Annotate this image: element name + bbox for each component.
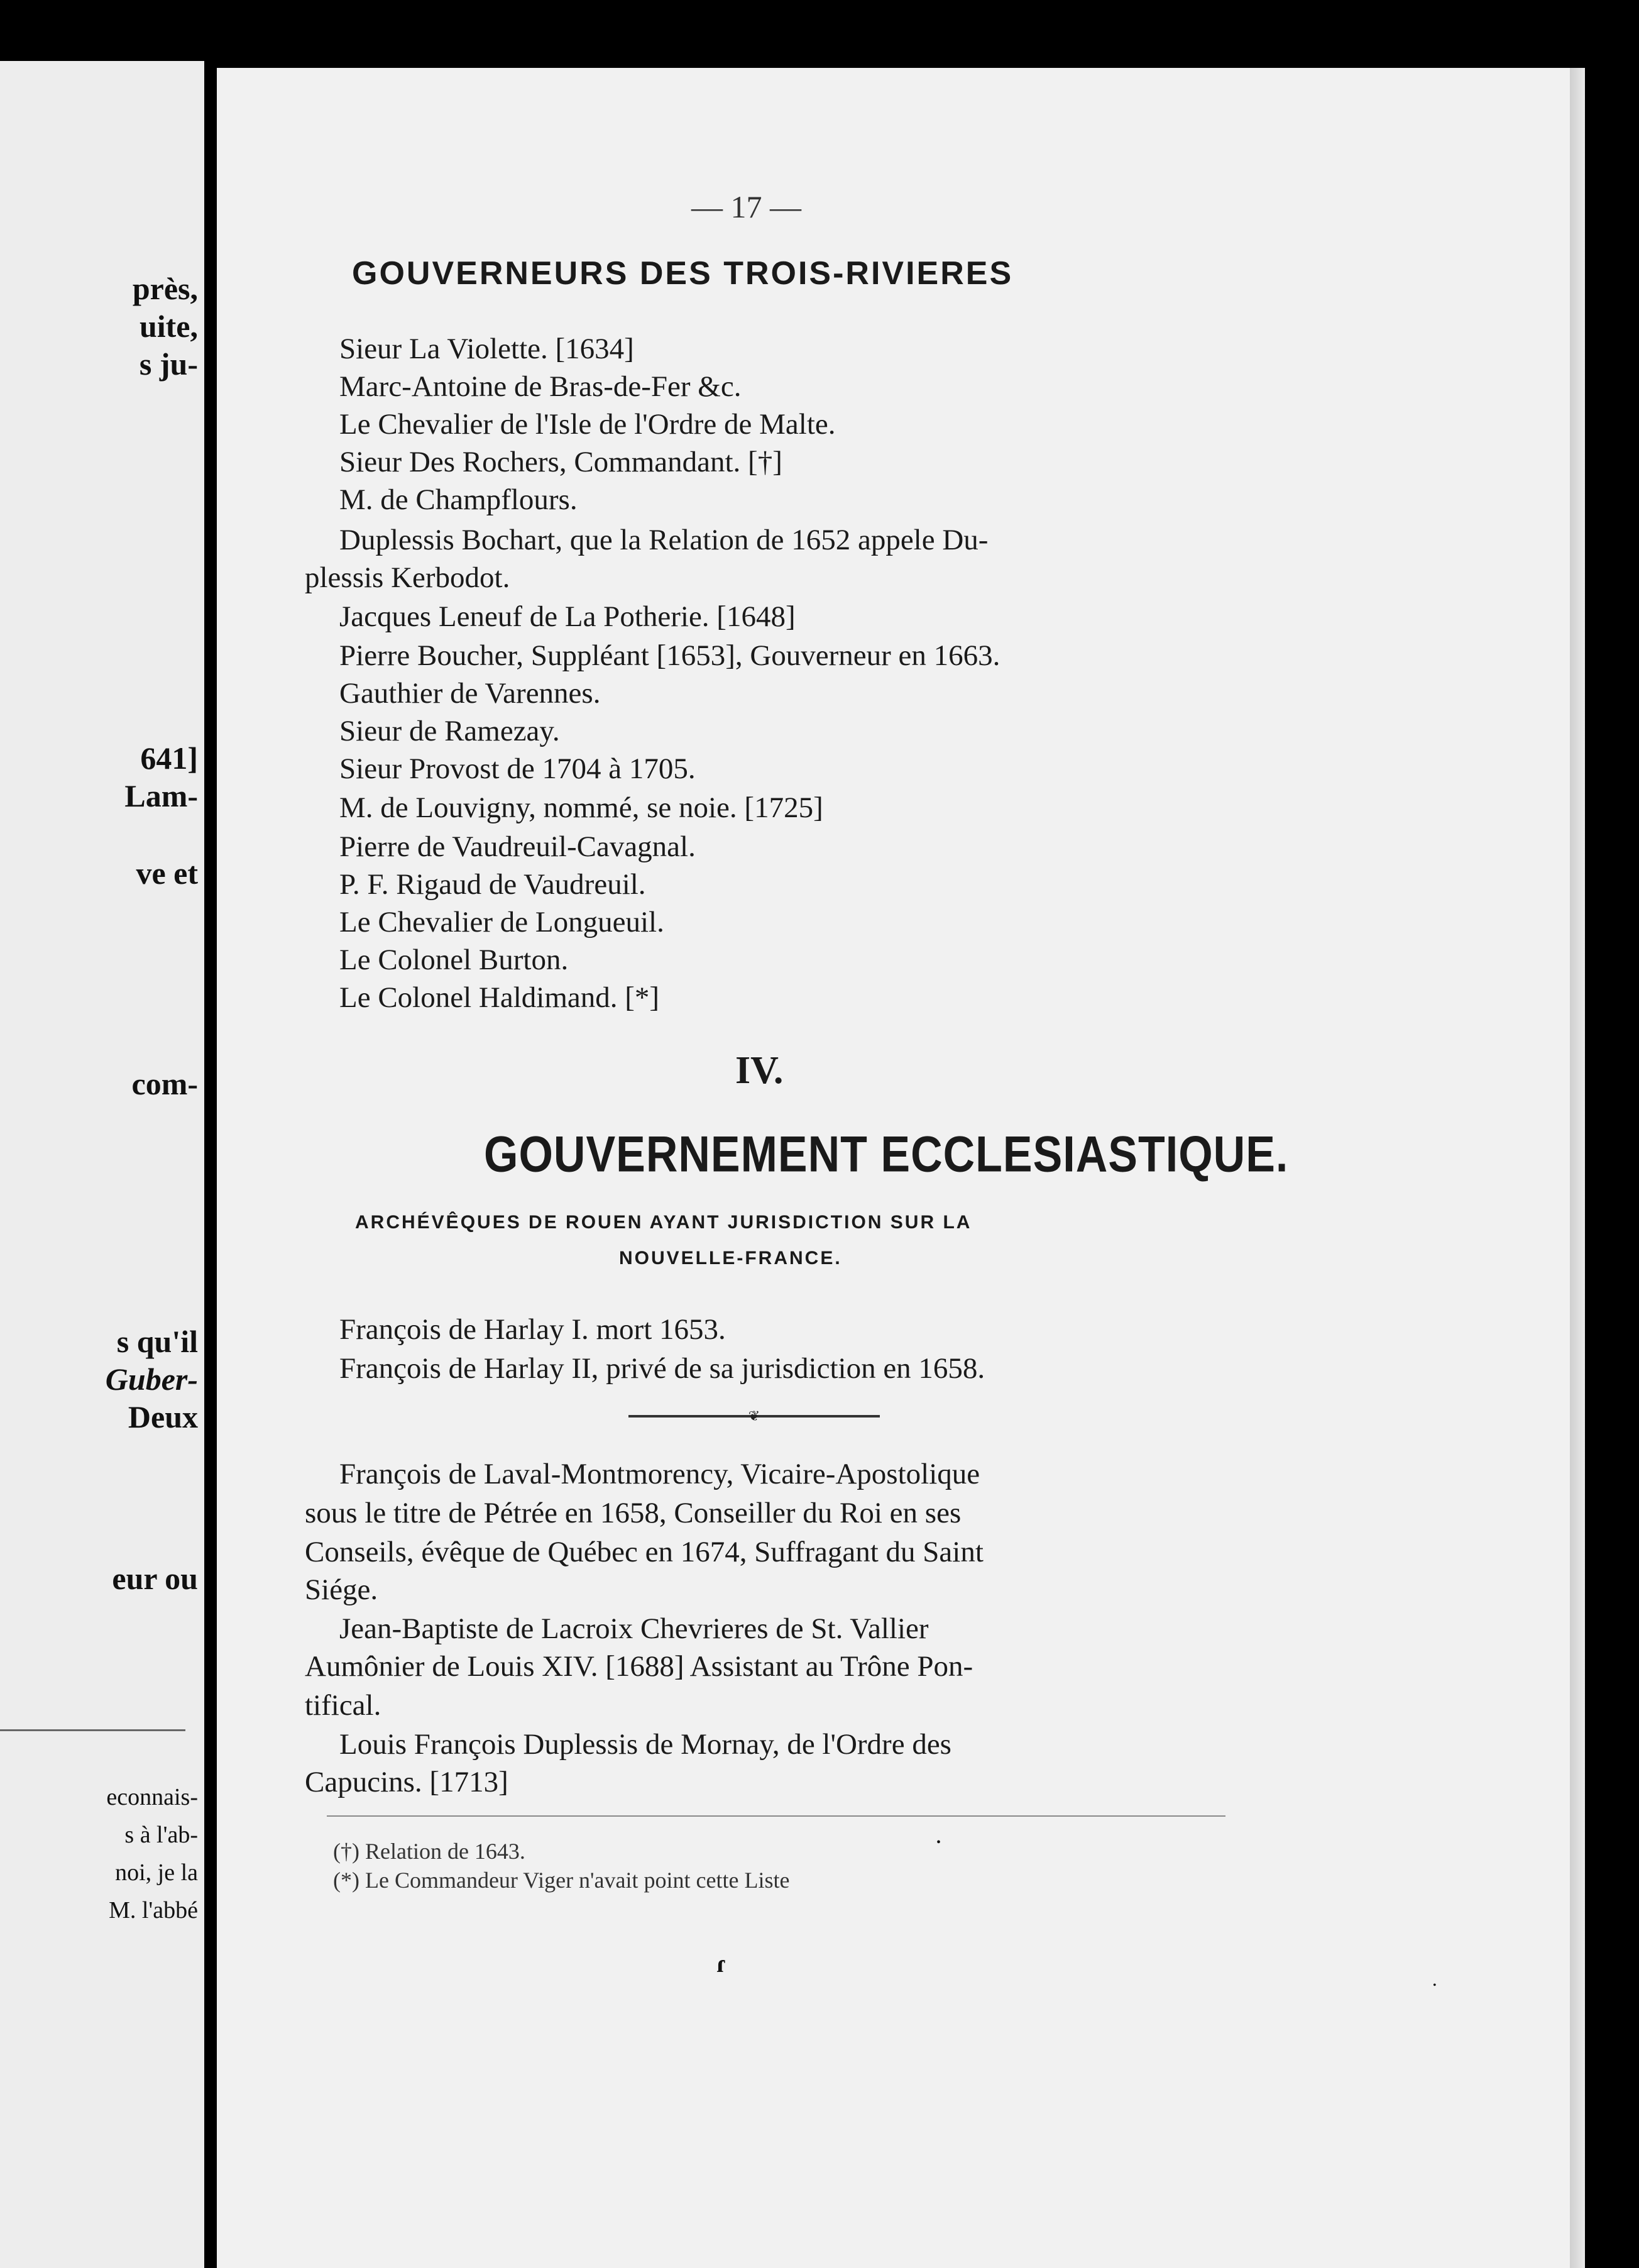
ornamental-divider: ❦ <box>628 1410 880 1423</box>
bishop-line: Jean-Baptiste de Lacroix Chevrieres de St. Vallier <box>339 1612 929 1645</box>
ink-mark: ɾ <box>716 1949 727 1978</box>
section-heading-trois-rivieres: GOUVERNEURS DES TROIS-RIVIERES <box>352 255 1014 292</box>
governor-line: Sieur La Violette. [1634] <box>339 333 634 365</box>
left-text-fragment: ve et <box>136 856 198 891</box>
bishop-line: tifical. <box>305 1689 381 1722</box>
governor-line: Duplessis Bochart, que la Relation de 1652 appele Du- <box>339 524 989 556</box>
governor-line: Le Colonel Haldimand. [*] <box>339 981 660 1014</box>
left-footnote-fragment: econnais- <box>106 1784 198 1810</box>
governor-line: P. F. Rigaud de Vaudreuil. <box>339 868 646 901</box>
left-text-fragment: s ju- <box>139 346 198 382</box>
left-footnote-fragment: M. l'abbé <box>109 1897 198 1924</box>
left-footnote-fragment: noi, je la <box>115 1859 198 1886</box>
section-number: IV. <box>735 1049 784 1092</box>
left-text-fragment: 641] <box>140 740 198 776</box>
governor-line: Sieur de Ramezay. <box>339 715 560 747</box>
left-text-fragment: près, <box>132 271 198 306</box>
left-text-fragment: eur ou <box>112 1561 198 1596</box>
subheading-line-2: NOUVELLE-FRANCE. <box>619 1248 842 1269</box>
page-edge <box>1570 68 1585 2268</box>
left-text-fragment: Guber- <box>105 1362 198 1397</box>
left-footnote-fragment: s à l'ab- <box>124 1822 198 1848</box>
footnote: (*) Le Commandeur Viger n'avait point cette Liste <box>333 1868 790 1893</box>
governor-line: Sieur Des Rochers, Commandant. [†] <box>339 446 782 478</box>
bishop-line: Louis François Duplessis de Mornay, de l'Ordre des <box>339 1728 951 1761</box>
governor-line: Marc-Antoine de Bras-de-Fer &c. <box>339 370 742 403</box>
governor-line: Pierre de Vaudreuil-Cavagnal. <box>339 830 696 863</box>
left-text-fragment: Deux <box>128 1399 198 1434</box>
bishop-line: Siége. <box>305 1573 378 1606</box>
section-heading-ecclesiastique: GOUVERNEMENT ECCLESIASTIQUE. <box>484 1126 1289 1182</box>
left-text-fragment: s qu'il <box>116 1324 198 1359</box>
footnote-rule <box>327 1815 1225 1817</box>
governor-line: M. de Champflours. <box>339 483 578 516</box>
bishop-line: Capucins. [1713] <box>305 1766 508 1798</box>
subheading-line-1: ARCHÉVÊQUES DE ROUEN AYANT JURISDICTION SUR LA <box>355 1212 972 1233</box>
governor-line: Sieur Provost de 1704 à 1705. <box>339 752 696 785</box>
governor-line: Le Chevalier de l'Isle de l'Ordre de Malte. <box>339 408 836 441</box>
footnote: (†) Relation de 1643. <box>333 1839 525 1864</box>
governor-line: Pierre Boucher, Suppléant [1653], Gouverneur en 1663. <box>339 639 1000 672</box>
bishop-line: sous le titre de Pétrée en 1658, Conseiller du Roi en ses <box>305 1497 962 1529</box>
governor-line: M. de Louvigny, nommé, se noie. [1725] <box>339 791 823 824</box>
ink-mark: • <box>1433 1980 1437 1991</box>
left-text-fragment: uite, <box>139 309 198 344</box>
bishop-line: Conseils, évêque de Québec en 1674, Suffragant du Saint <box>305 1536 984 1568</box>
bishop-line: François de Laval-Montmorency, Vicaire-Apostolique <box>339 1458 980 1490</box>
governor-line: Le Colonel Burton. <box>339 944 569 976</box>
ink-mark: • <box>936 1836 941 1849</box>
left-text-fragment: Lam- <box>124 778 198 813</box>
archbishop-line: François de Harlay I. mort 1653. <box>339 1313 726 1346</box>
left-footnote-rule <box>0 1729 185 1731</box>
governor-line: Gauthier de Varennes. <box>339 677 601 710</box>
archbishop-line: François de Harlay II, privé de sa jurisdiction en 1658. <box>339 1352 985 1385</box>
bishop-line: Aumônier de Louis XIV. [1688] Assistant au Trône Pon- <box>305 1650 973 1683</box>
page-number: — 17 — <box>691 189 801 224</box>
governor-line: plessis Kerbodot. <box>305 561 510 594</box>
left-page-fragment <box>0 61 204 2268</box>
left-text-fragment: com- <box>131 1066 198 1101</box>
governor-line: Jacques Leneuf de La Potherie. [1648] <box>339 600 796 633</box>
governor-line: Le Chevalier de Longueuil. <box>339 906 664 939</box>
